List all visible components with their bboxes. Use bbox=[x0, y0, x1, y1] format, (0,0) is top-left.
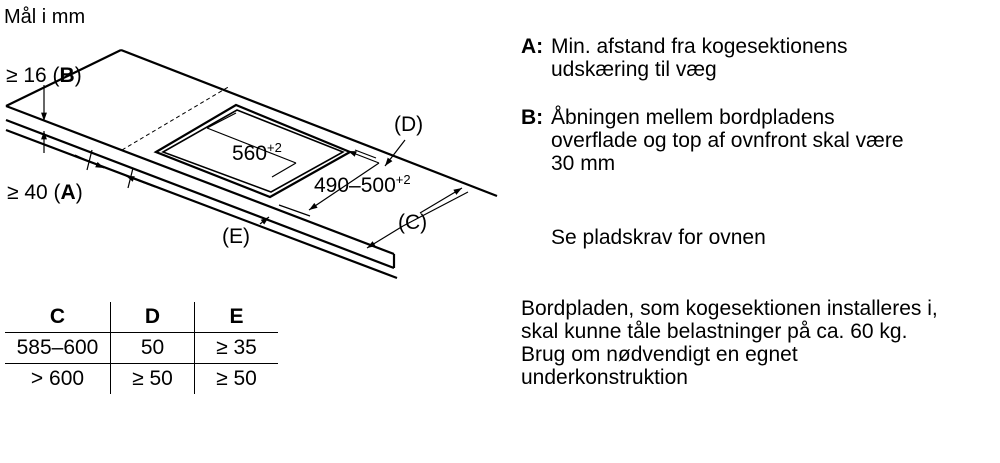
table-header-row bbox=[5, 302, 278, 333]
table-row bbox=[5, 333, 278, 364]
legend-key: B: bbox=[521, 106, 544, 129]
table-cell: ≥ 50 bbox=[195, 364, 279, 395]
cutout-width-label: $560^{+2}$ bbox=[232, 140, 282, 165]
legend-text: Min. afstand fra kogesektionens udskæring til væg bbox=[551, 35, 848, 81]
label-e: (E) bbox=[222, 225, 250, 248]
label-b: ≥ 16 (B) bbox=[6, 64, 82, 87]
table-cell: ≥ 35 bbox=[195, 333, 279, 364]
label-c: (C) bbox=[398, 211, 428, 234]
dimension-table bbox=[5, 302, 278, 394]
oven-note: Se pladskrav for ovnen bbox=[551, 226, 766, 249]
table-header: D bbox=[111, 302, 195, 333]
table-row bbox=[5, 364, 278, 395]
legend-key: A: bbox=[521, 35, 544, 58]
load-note: Bordpladen, som kogesektionen installeres i, skal kunne tåle belastninger på ca. 60 kg. Brug om nødvendigt en egnet underkonstruktion bbox=[521, 297, 938, 389]
cutout-depth-label: $490-500^{+2}$ bbox=[314, 172, 411, 197]
label-a: ≥ 40 (A) bbox=[7, 181, 83, 204]
legend-text: Åbningen mellem bordpladens overflade og top af ovnfront skal være 30 mm bbox=[551, 106, 904, 175]
table-header: E bbox=[195, 302, 279, 333]
unit-label: Mål i mm bbox=[4, 6, 86, 28]
table-cell: 50 bbox=[111, 333, 195, 364]
table-header: C bbox=[49, 305, 66, 328]
label-d: (D) bbox=[394, 113, 424, 136]
table-cell: > 600 bbox=[5, 364, 111, 395]
table-cell: ≥ 50 bbox=[111, 364, 195, 395]
table-cell: 585–600 bbox=[5, 333, 111, 364]
